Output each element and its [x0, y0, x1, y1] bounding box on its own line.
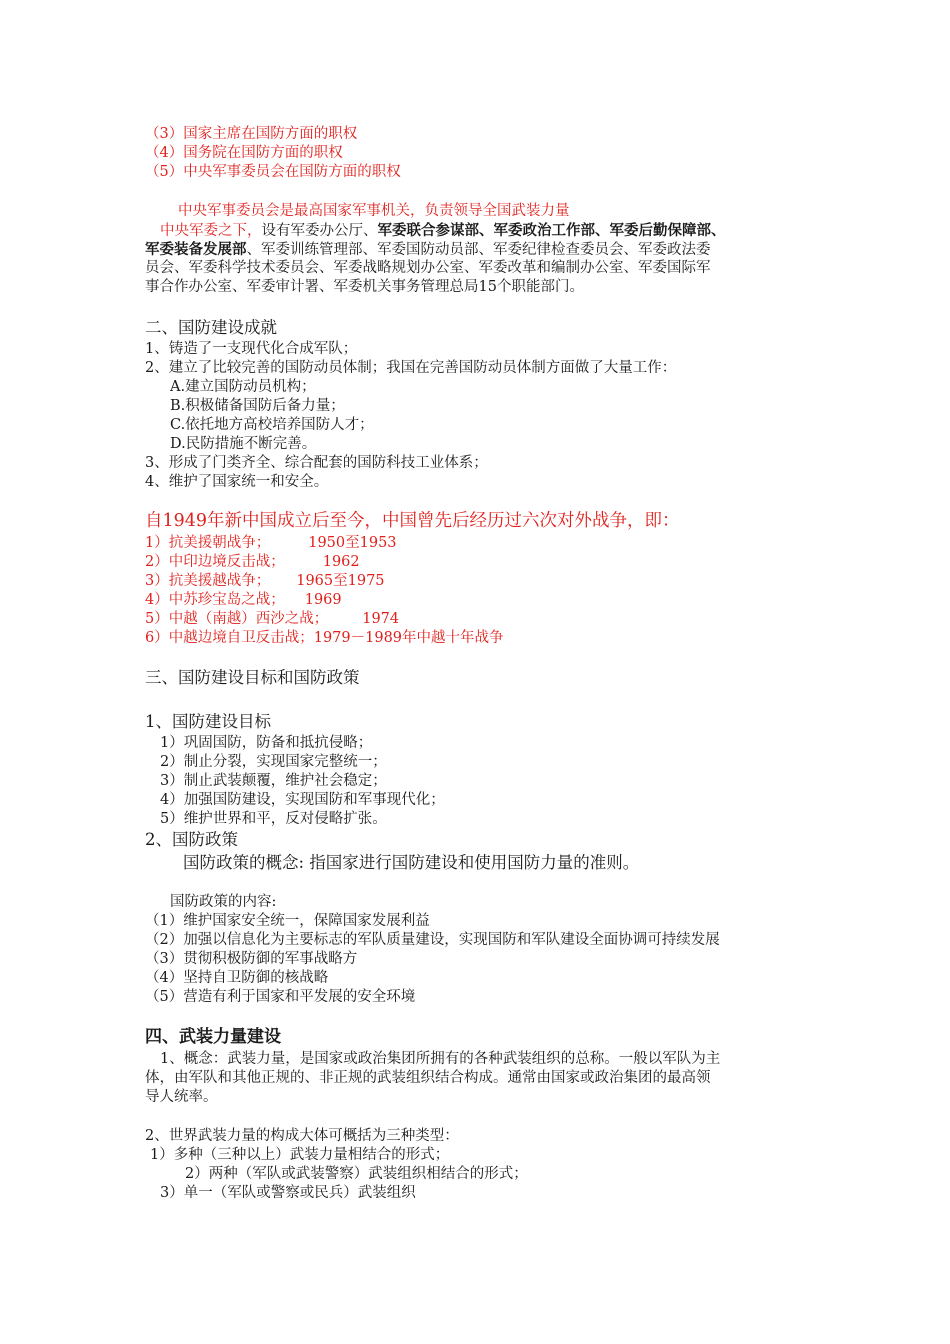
- power-item-4: （4）国务院在国防方面的职权: [145, 145, 343, 161]
- war-name: 1）抗美援朝战争；: [145, 535, 271, 551]
- war-year: 1974: [362, 611, 400, 627]
- policy-item-3: （3）贯彻积极防御的军事战略方: [145, 951, 358, 967]
- mobilization-sub-a: A.建立国防动员机构；: [170, 379, 316, 395]
- goal-item-2: 2）制止分裂，实现国家完整统一；: [160, 754, 387, 770]
- policy-item-5: （5）营造有利于国家和平发展的安全环境: [145, 989, 416, 1005]
- armed-forces-concept-line-2: 体，由军队和其他正规的、非正规的武装组织结合构成。通常由国家或政治集团的最高领: [145, 1070, 711, 1086]
- achievement-item-3: 3、形成了门类齐全、综合配套的国防科技工业体系；: [145, 455, 488, 471]
- armed-forces-type-3: 3）单一（军队或警察或民兵）武装组织: [160, 1185, 416, 1201]
- cmc-statement: 中央军事委员会是最高国家军事机关，负责领导全国武装力量: [178, 203, 570, 219]
- cmc-text: 设有军委办公厅、: [261, 223, 378, 239]
- war-item-4: [145, 591, 342, 610]
- policy-heading: 2、国防政策: [145, 830, 238, 849]
- armed-forces-types-intro: 2、世界武装力量的构成大体可概括为三种类型：: [145, 1128, 459, 1144]
- mobilization-sub-c: C.依托地方高校培养国防人才；: [170, 417, 374, 433]
- war-name: 2）中印边境反击战；: [145, 554, 285, 570]
- section-3-heading: 三、国防建设目标和国防政策: [145, 668, 360, 687]
- armed-forces-concept-line-1: 1、概念：武装力量，是国家或政治集团所拥有的各种武装组织的总称。一般以军队为主: [160, 1051, 721, 1067]
- policy-content-label: 国防政策的内容:: [170, 894, 277, 910]
- cmc-departments-line-4: 事合作办公室、军委审计署、军委机关事务管理总局15个职能部门。: [145, 279, 584, 295]
- cmc-departments-line-1: [160, 221, 726, 241]
- goals-heading: 1、国防建设目标: [145, 712, 271, 731]
- cmc-under-label: 中央军委之下，: [160, 223, 262, 239]
- cmc-text: 、军委训练管理部、军委国防动员部、军委纪律检查委员会、军委政法委: [246, 242, 711, 258]
- achievement-item-2: 2、建立了比较完善的国防动员体制；我国在完善国防动员体制方面做了大量工作：: [145, 360, 677, 376]
- armed-forces-type-1: 1）多种（三种以上）武装力量相结合的形式；: [150, 1147, 450, 1163]
- goal-item-3: 3）制止武装颠覆，维护社会稳定；: [160, 773, 387, 789]
- cmc-dept-equipment: 军委装备发展部: [145, 241, 247, 258]
- wars-intro: 自1949年新中国成立后至今，中国曾先后经历过六次对外战争，即：: [145, 511, 680, 531]
- section-4-heading: 四、武装力量建设: [145, 1027, 281, 1047]
- war-item-5: [145, 610, 399, 629]
- mobilization-sub-b: B.积极储备国防后备力量；: [170, 398, 345, 414]
- war-year: 1965至1975: [296, 573, 385, 589]
- goal-item-1: 1）巩固国防，防备和抵抗侵略；: [160, 735, 373, 751]
- war-name: 3）抗美援越战争；: [145, 573, 271, 589]
- section-2-heading: 二、国防建设成就: [145, 318, 277, 337]
- power-item-5: （5）中央军事委员会在国防方面的职权: [145, 164, 401, 180]
- war-item-6: 6）中越边境自卫反击战；1979－1989年中越十年战争: [145, 630, 504, 646]
- policy-item-4: （4）坚持自卫防御的核战略: [145, 970, 329, 986]
- achievement-item-4: 4、维护了国家统一和安全。: [145, 474, 329, 490]
- cmc-dept-joint-staff: 军委联合参谋部、: [377, 222, 494, 239]
- policy-item-2: （2）加强以信息化为主要标志的军队质量建设，实现国防和军队建设全面协调可持续发展: [145, 932, 720, 948]
- goal-item-4: 4）加强国防建设，实现国防和军事现代化；: [160, 792, 445, 808]
- policy-item-1: （1）维护国家安全统一，保障国家发展利益: [145, 913, 430, 929]
- cmc-dept-political: 军委政治工作部、: [493, 222, 610, 239]
- war-year: 1950至1953: [308, 535, 397, 551]
- war-name: 4）中苏珍宝岛之战；: [145, 592, 285, 608]
- armed-forces-type-2: 2）两种（军队或武装警察）武装组织相结合的形式；: [185, 1166, 528, 1182]
- war-year: 1962: [322, 554, 360, 570]
- cmc-departments-line-3: 员会、军委科学技术委员会、军委战略规划办公室、军委改革和编制办公室、军委国际军: [145, 260, 711, 276]
- achievement-item-1: 1、铸造了一支现代化合成军队；: [145, 341, 358, 357]
- cmc-dept-logistics: 军委后勤保障部、: [609, 222, 726, 239]
- cmc-departments-line-2: [145, 240, 711, 260]
- power-item-3: （3）国家主席在国防方面的职权: [145, 126, 358, 142]
- war-item-1: [145, 534, 397, 553]
- war-year: 1969: [304, 592, 342, 608]
- war-item-3: [145, 572, 385, 591]
- armed-forces-concept-line-3: 导人统率。: [145, 1089, 218, 1105]
- war-name: 5）中越（南越）西沙之战；: [145, 611, 329, 627]
- goal-item-5: 5）维护世界和平，反对侵略扩张。: [160, 811, 387, 827]
- policy-concept: 国防政策的概念: 指国家进行国防建设和使用国防力量的准则。: [183, 853, 640, 872]
- mobilization-sub-d: D.民防措施不断完善。: [170, 436, 317, 452]
- war-item-2: [145, 553, 360, 572]
